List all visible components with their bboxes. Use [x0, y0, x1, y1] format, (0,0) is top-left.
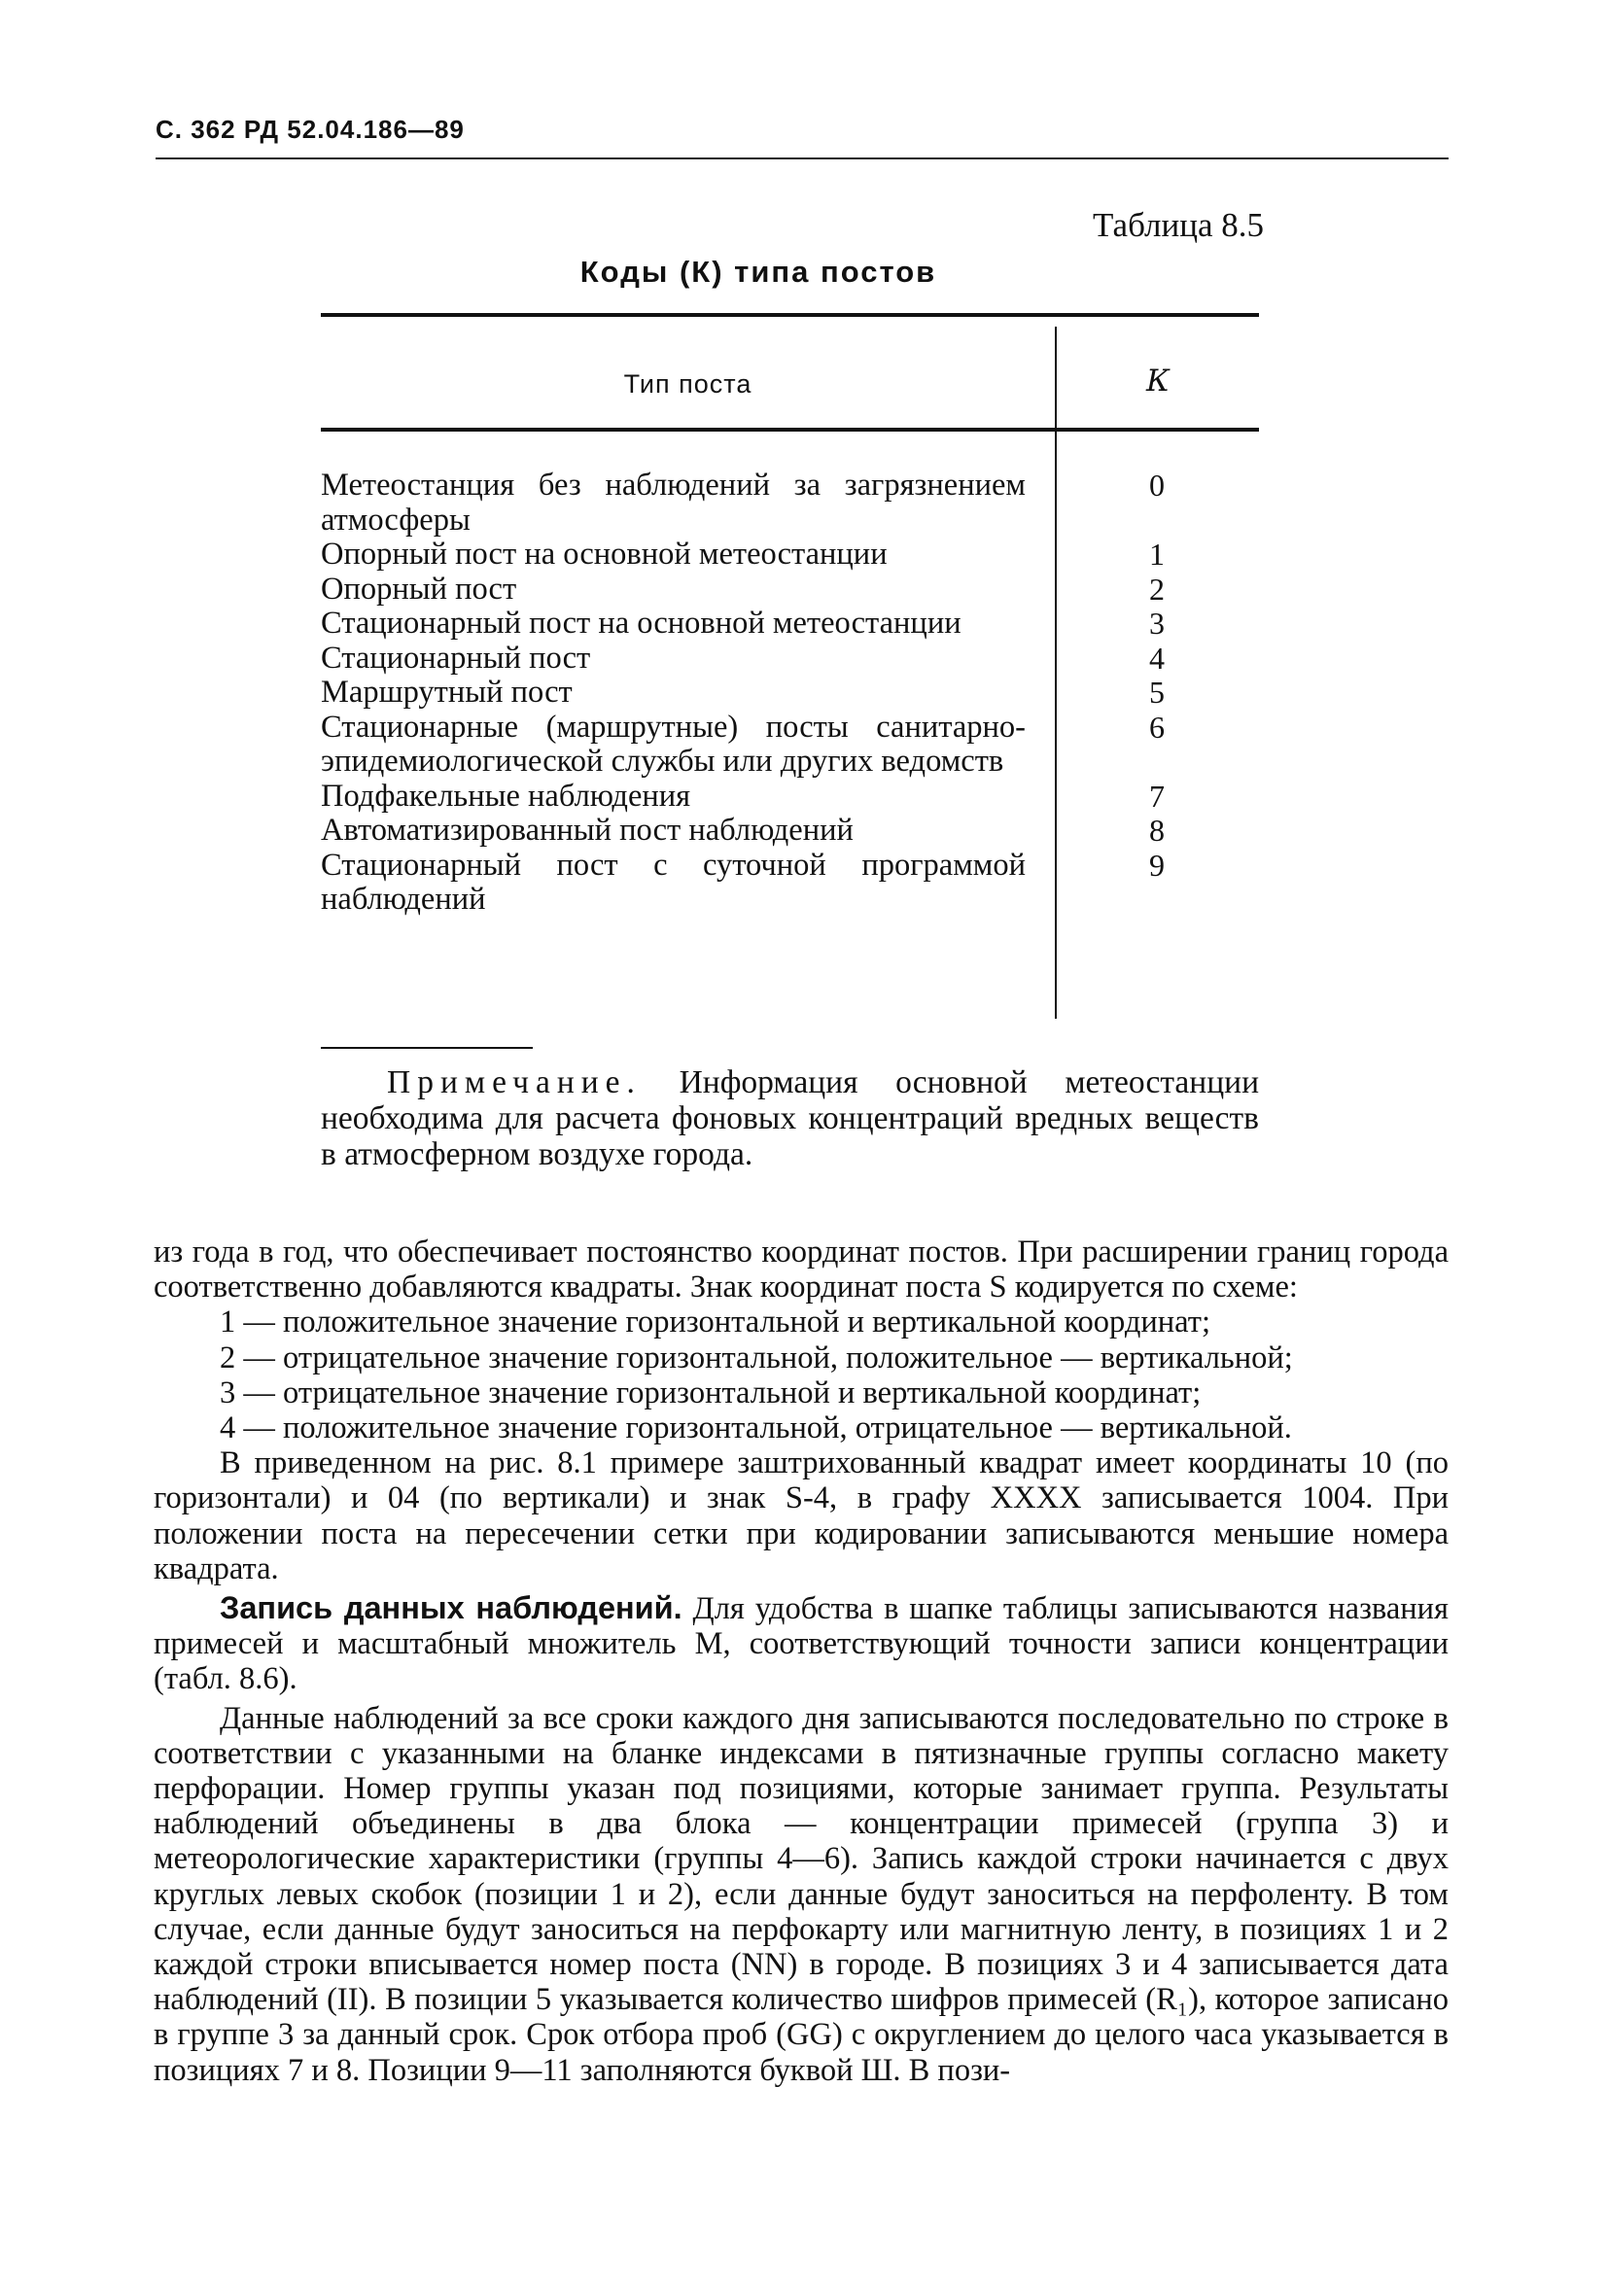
section-heading: Запись данных наблюдений.	[220, 1590, 682, 1626]
table-header-rule	[321, 428, 1259, 432]
post-type: Опорный пост на основной метеостанции	[321, 537, 888, 572]
note-rule	[321, 1047, 533, 1049]
table-row	[321, 538, 1259, 573]
scheme-item: 2 — отрицательное значение горизонтальной, положительное — вертикальной;	[220, 1339, 1293, 1375]
post-code: 3	[1149, 606, 1165, 641]
post-type: Стационарные (маршрутные) посты санитарно-эпидемиологической службы или других ведомств	[321, 709, 1026, 779]
header-rule	[156, 157, 1449, 159]
post-type: Подфакельные наблюдения	[321, 778, 691, 814]
table-top-rule	[321, 313, 1259, 317]
post-type: Стационарный пост с суточной программой наблюдений	[321, 847, 1026, 917]
codes-table	[321, 313, 1259, 1021]
table-row	[321, 607, 1259, 642]
post-code: 7	[1149, 778, 1165, 814]
table-row	[321, 780, 1259, 815]
post-type: Стационарный пост на основной метеостанции	[321, 606, 961, 641]
post-type: Опорный пост	[321, 571, 517, 607]
table-row	[321, 469, 1259, 538]
table-row	[321, 573, 1259, 608]
scheme-item: 4 — положительное значение горизонтальной, отрицательное — вертикальной.	[220, 1410, 1292, 1446]
note-label: Примечание.	[387, 1064, 642, 1100]
note-text: Информация основной метеостанции необходима для расчета фоновых концентраций вредных веществ в атмосферном воздухе города.	[321, 1064, 1260, 1172]
post-code: 4	[1149, 640, 1165, 676]
table-note	[321, 1064, 1259, 1172]
paragraph: Данные наблюдений за все сроки каждого дня записываются последовательно по строке в соответствии с указанными на бланке индексами в пятизначные группы согласно макету перфорации. Номер группы указан под позициями, которые занимает группа. Результаты наблюдений объединены в два блока — концентрации примесей (группа 3) и метеорологические характеристики (группы 4—6). Запись каждой строки начинается с двух круглых левых скобок (позиции 1 и 2), если данные будут заноситься на перфоленту. В том случае, если данные будут заноситься на перфокарту или магнитную ленту, в позициях 1 и 2 каждой строки вписывается номер поста (NN) в городе. В позициях 3 и 4 записывается дата наблюдений (II). В позиции 5 указывается количество шифров примесей (R₁), которое записано в группе 3 за данный срок. Срок отбора проб (GG) с округлением до целого часа указывается в позициях 7 и 8. Позиции 9—11 заполняются буквой Ш. В пози-	[154, 1700, 1449, 2088]
running-header: С. 362 РД 52.04.186—89	[156, 115, 465, 144]
table-row	[321, 676, 1259, 711]
post-type: Маршрутный пост	[321, 675, 573, 710]
table-row	[321, 711, 1259, 780]
paragraph: В приведенном на рис. 8.1 примере заштрихованный квадрат имеет координаты 10 (по горизонтали) и 04 (по вертикали) и знак S-4, в графу XXXX записывается 1004. При положении поста на пересечении сетки при кодировании записываются меньшие номера квадрата.	[154, 1445, 1449, 1586]
post-code: 5	[1149, 675, 1165, 710]
post-code: 0	[1149, 468, 1165, 503]
table-row	[321, 849, 1259, 918]
table-title: Коды (К) типа постов	[579, 255, 937, 289]
paragraph	[154, 1590, 1449, 1697]
paragraph-text: Для удобства в шапке таблицы записываются названия примесей и масштабный множитель М, соответствующий точности записи концентрации (табл. 8.6).	[154, 1591, 1450, 1697]
post-code: 8	[1149, 813, 1165, 848]
post-type: Стационарный пост	[321, 640, 591, 676]
column-header-type: Тип поста	[623, 369, 752, 399]
post-type: Автоматизированный пост наблюдений	[321, 813, 854, 848]
paragraph: из года в год, что обеспечивает постоянство координат постов. При расширении границ города соответственно добавляются квадраты. Знак координат поста S кодируется по схеме:	[154, 1235, 1449, 1305]
scheme-item: 1 — положительное значение горизонтальной и вертикальной координат;	[220, 1305, 1210, 1340]
table-body	[321, 469, 1259, 918]
table-row	[321, 642, 1259, 677]
post-code: 6	[1149, 709, 1165, 745]
post-code: 9	[1149, 847, 1165, 883]
table-row	[321, 814, 1259, 849]
post-code: 2	[1149, 571, 1165, 607]
scheme-item: 3 — отрицательное значение горизонтальной и вертикальной координат;	[220, 1374, 1202, 1410]
post-code: 1	[1149, 537, 1165, 572]
table-label: Таблица 8.5	[1093, 206, 1264, 244]
column-header-k: К	[1146, 364, 1170, 399]
body-text	[154, 1235, 1449, 2088]
post-type: Метеостанция без наблюдений за загрязнением атмосферы	[321, 468, 1026, 538]
